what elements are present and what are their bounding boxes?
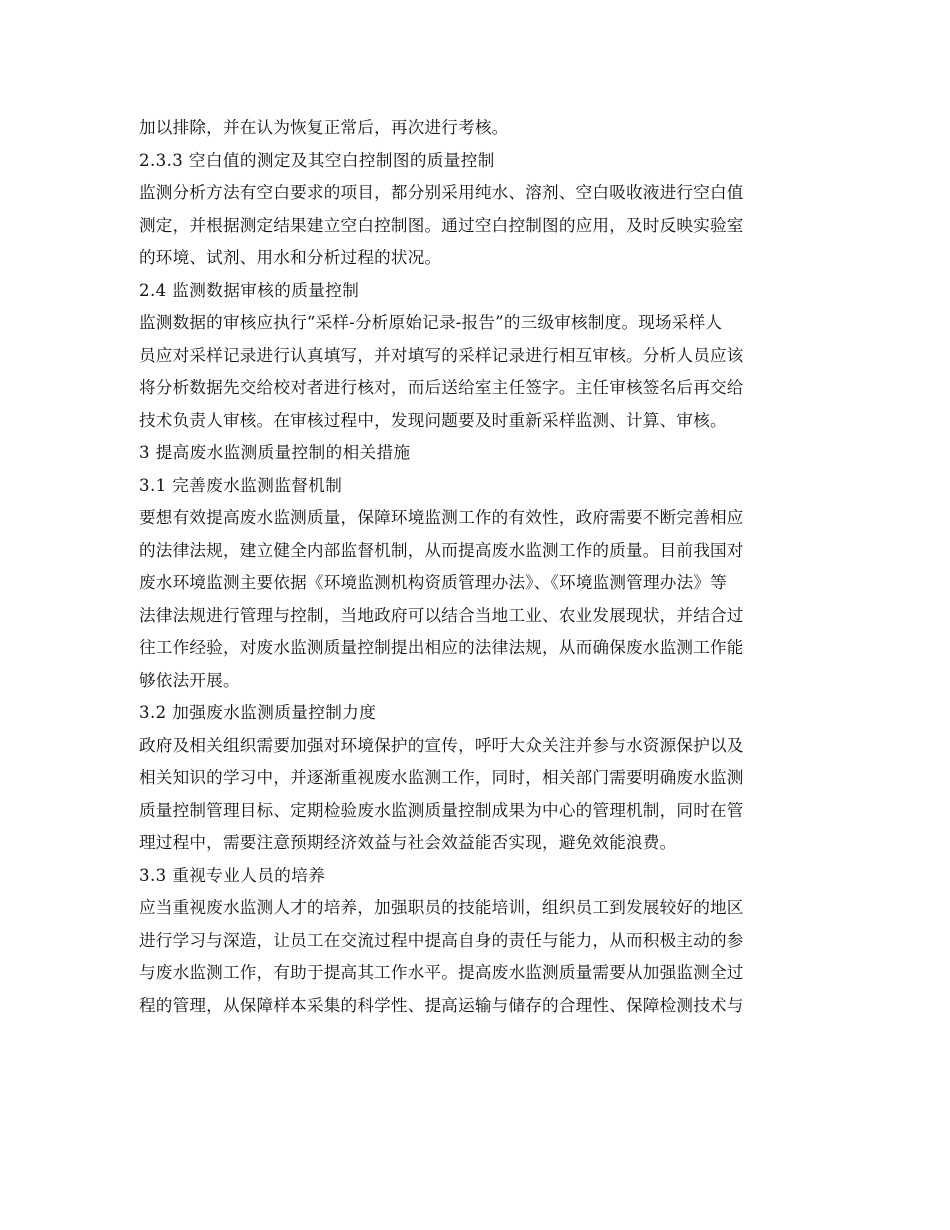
paragraph-line: 够依法开展。 [139, 670, 240, 690]
paragraph-line: 的法律法规，建立健全内部监督机制，从而提高废水监测工作的质量。目前我国对 [139, 540, 744, 560]
paragraph-line: 与废水监测工作，有助于提高其工作水平。提高废水监测质量需要从加强监测全过 [139, 963, 744, 982]
paragraph-line: 监测分析方法有空白要求的项目，都分别采用纯水、溶剂、空白吸收液进行空白值 [139, 183, 744, 202]
paragraph-line: 相关知识的学习中，并逐渐重视废水监测工作，同时，相关部门需要明确废水监测 [139, 768, 744, 787]
paragraph-line: 法律法规进行管理与控制，当地政府可以结合当地工业、农业发展现状，并结合过 [139, 605, 744, 625]
document-page [139, 112, 819, 1022]
paragraph-line: 将分析数据先交给校对者进行核对，而后送给室主任签字。主任审核签名后再交给 [139, 378, 744, 397]
paragraph-line: 监测数据的审核应执行“采样-分析原始记录-报告”的三级审核制度。现场采样人 [139, 313, 723, 332]
section-heading-3-2: 3.2 加强废水监测质量控制力度 [139, 703, 377, 722]
section-heading-2-3-3: 2.3.3 空白值的测定及其空白控制图的质量控制 [139, 150, 495, 170]
paragraph-line: 理过程中，需要注意预期经济效益与社会效益能否实现，避免效能浪费。 [139, 833, 677, 852]
paragraph-line: 要想有效提高废水监测质量，保障环境监测工作的有效性，政府需要不断完善相应 [139, 508, 744, 527]
paragraph-line: 加以排除，并在认为恢复正常后，再次进行考核。 [139, 118, 509, 137]
section-heading-3: 3 提高废水监测质量控制的相关措施 [139, 443, 411, 462]
section-heading-3-1: 3.1 完善废水监测监督机制 [139, 475, 343, 495]
paragraph-line: 应当重视废水监测人才的培养，加强职员的技能培训，组织员工到发展较好的地区 [139, 898, 744, 917]
paragraph-line: 政府及相关组织需要加强对环境保护的宣传，呼吁大众关注并参与水资源保护以及 [139, 735, 744, 755]
paragraph-line: 技术负责人审核。在审核过程中，发现问题要及时重新采样监测、计算、审核。 [139, 410, 727, 430]
paragraph-line: 程的管理，从保障样本采集的科学性、提高运输与储存的合理性、保障检测技术与 [139, 995, 744, 1015]
paragraph-line: 员应对采样记录进行认真填写，并对填写的采样记录进行相互审核。分析人员应该 [139, 345, 744, 365]
paragraph-line: 质量控制管理目标、定期检验废水监测质量控制成果为中心的管理机制，同时在管 [139, 800, 744, 820]
paragraph-line: 的环境、试剂、用水和分析过程的状况。 [139, 248, 442, 267]
paragraph-line: 进行学习与深造，让员工在交流过程中提高自身的责任与能力，从而积极主动的参 [139, 930, 744, 950]
paragraph-line: 废水环境监测主要依据《环境监测机构资质管理办法》、《环境监测管理办法》等 [139, 573, 727, 592]
section-heading-2-4: 2.4 监测数据审核的质量控制 [139, 280, 360, 300]
paragraph-line: 往工作经验，对废水监测质量控制提出相应的法律法规，从而确保废水监测工作能 [139, 638, 744, 657]
paragraph-line: 测定，并根据测定结果建立空白控制图。通过空白控制图的应用，及时反映实验室 [139, 215, 744, 235]
section-heading-3-3: 3.3 重视专业人员的培养 [139, 865, 326, 885]
